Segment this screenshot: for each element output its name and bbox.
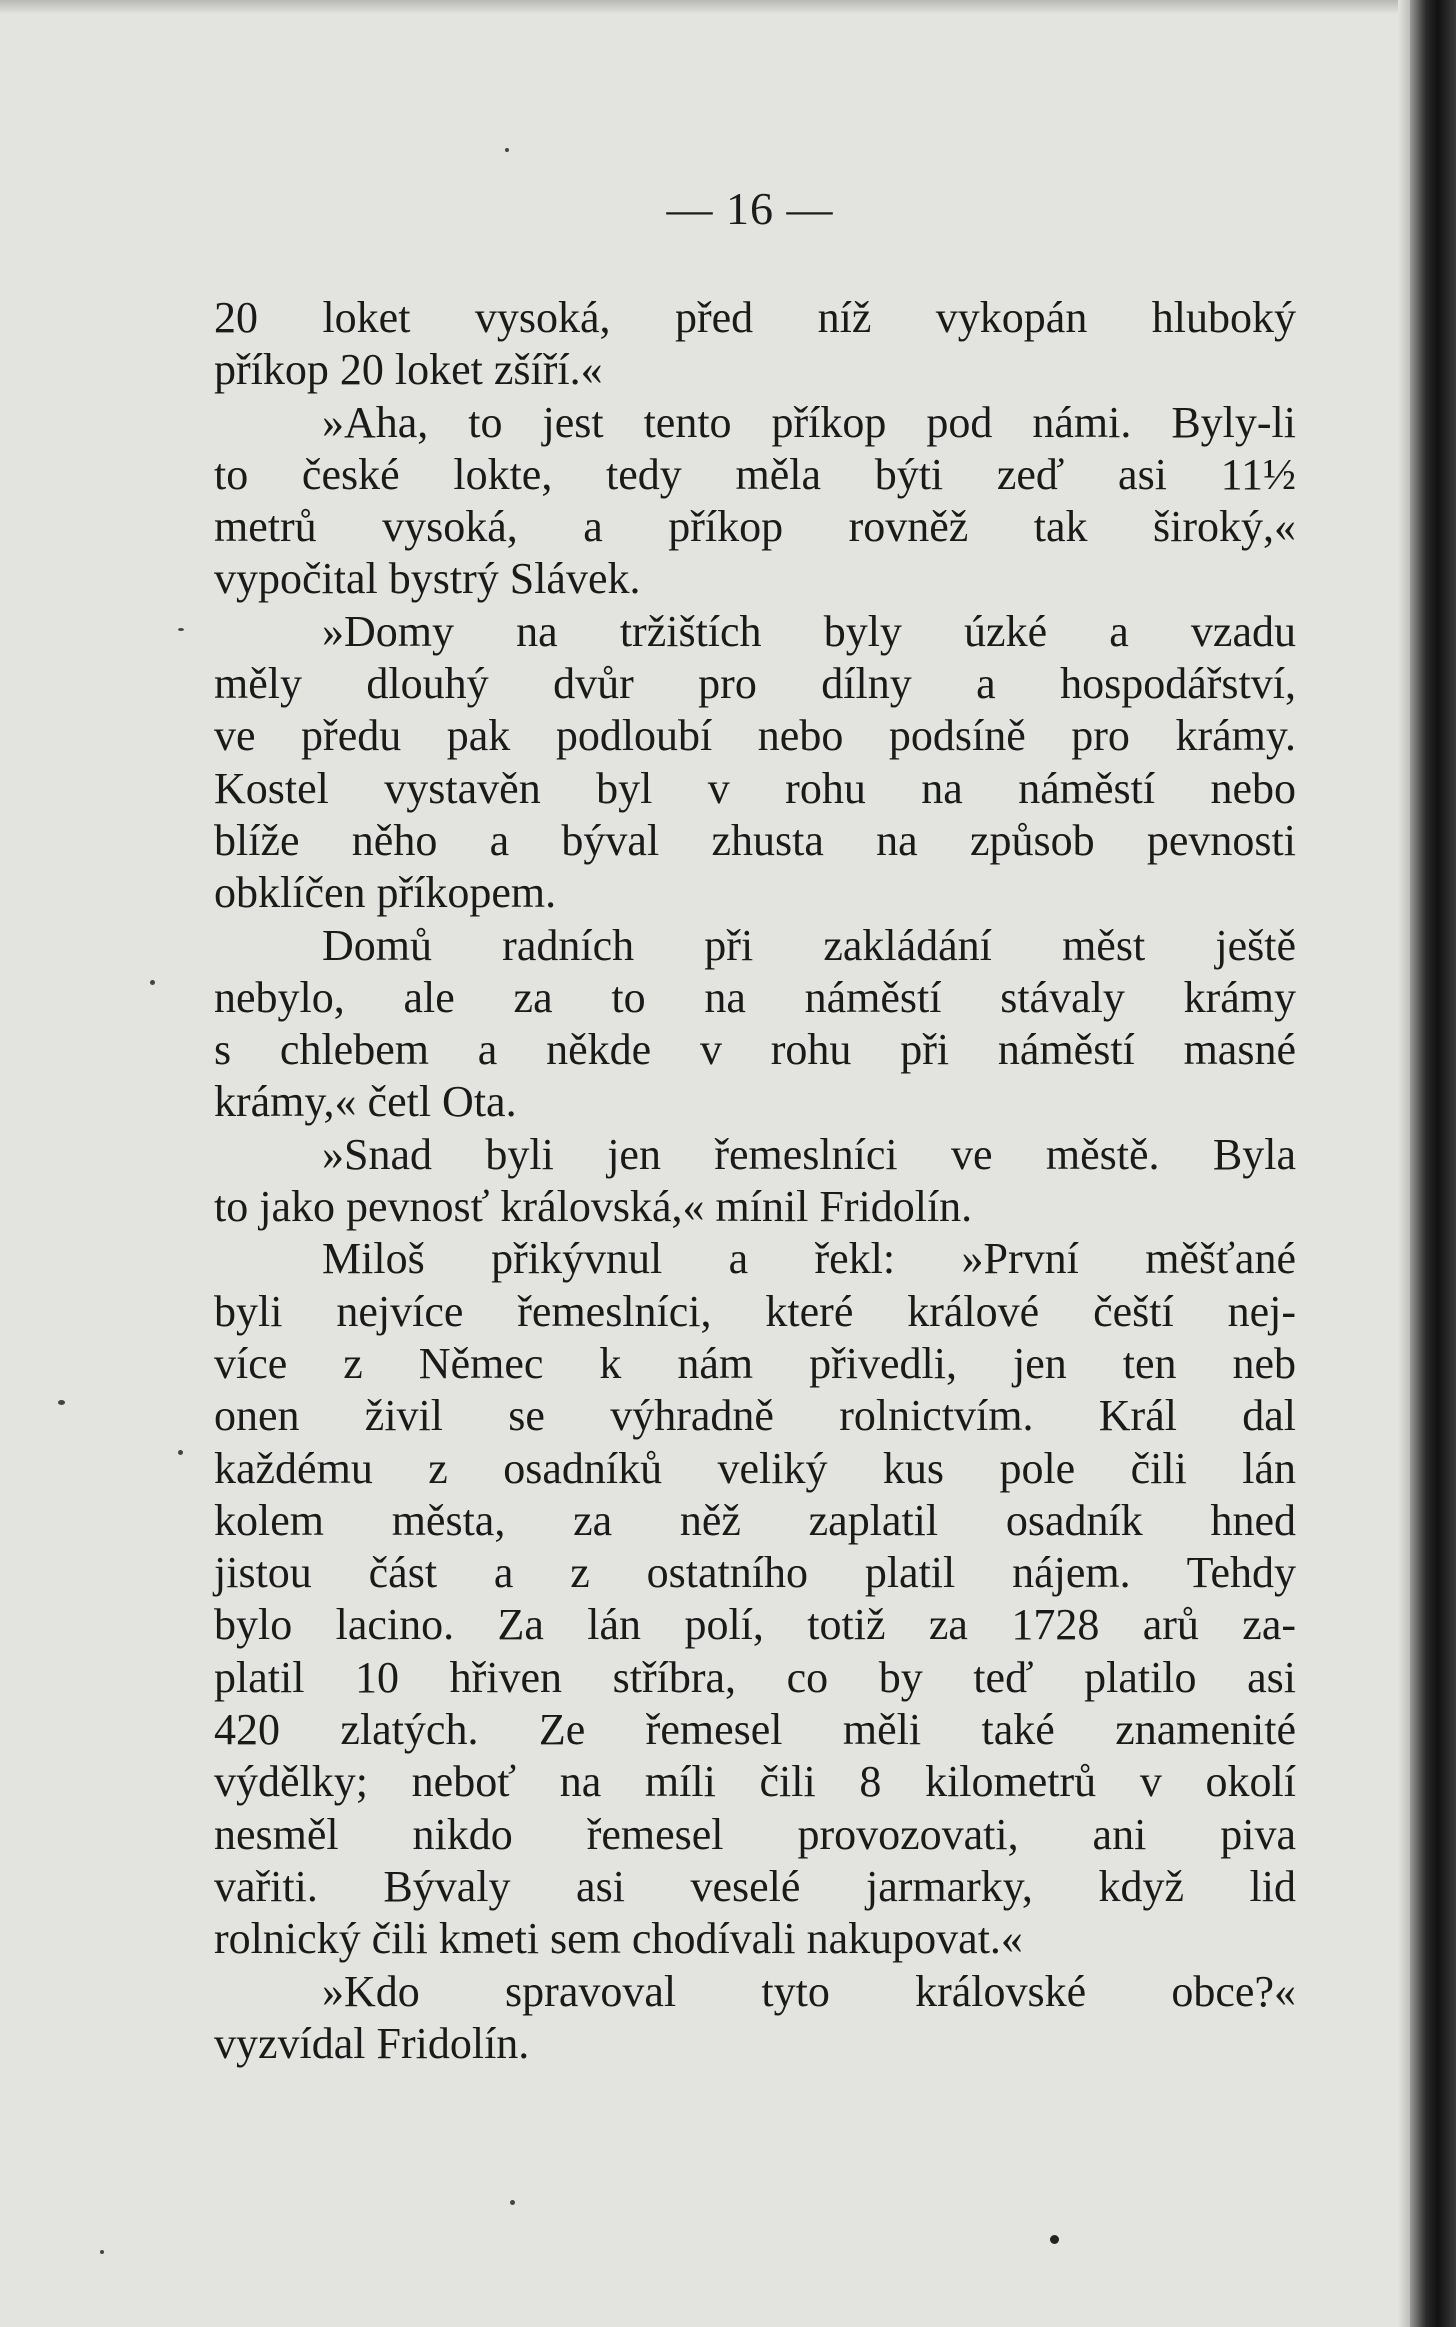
text-line: 20 loket vysoká, před níž vykopán hluboký — [214, 293, 1296, 342]
text-line: nebylo, ale za to na náměstí stávaly krámy — [214, 972, 1296, 1022]
text-line: »Kdo spravoval tyto královské obce?« — [322, 1966, 1296, 2016]
text-line: ve předu pak podloubí nebo podsíně pro krámy. — [214, 711, 1296, 761]
paper-speck — [58, 1400, 65, 1405]
paper-speck — [178, 628, 184, 631]
paper-speck — [150, 980, 155, 985]
text-line: to české lokte, tedy měla býti zeď asi 11½ — [214, 449, 1296, 499]
text-line: výdělky; neboť na míli čili 8 kilometrů v okolí — [214, 1757, 1296, 1807]
page-edge — [1398, 0, 1410, 2327]
paper-speck — [178, 1450, 183, 1455]
text-line: příkop 20 loket zšíří.« — [214, 345, 603, 395]
text-line: onen živil se výhradně rolnictvím. Král dal — [214, 1391, 1296, 1441]
paper-speck — [505, 148, 509, 152]
text-line: kolem města, za něž zaplatil osadník hned — [214, 1495, 1296, 1545]
paper-speck — [510, 2200, 515, 2205]
text-line: 420 zlatých. Ze řemesel měli také znamenité — [214, 1705, 1296, 1755]
paper-speck — [100, 2250, 104, 2254]
text-line: vařiti. Bývaly asi veselé jarmarky, když lid — [214, 1861, 1296, 1911]
text-line: s chlebem a někde v rohu při náměstí masné — [214, 1025, 1296, 1075]
paper-speck — [1050, 2235, 1059, 2244]
text-line: krámy,« četl Ota. — [214, 1077, 517, 1127]
text-line: Miloš přikývnul a řekl: »První měšťané — [322, 1234, 1296, 1284]
text-line: více z Němec k nám přivedli, jen ten neb — [214, 1338, 1296, 1388]
text-line: »Aha, to jest tento příkop pod námi. Byly-li — [322, 397, 1296, 447]
book-spine — [1410, 0, 1456, 2327]
text-line: »Domy na tržištích byly úzké a vzadu — [322, 606, 1296, 656]
text-line: Domů radních při zakládání měst ještě — [322, 920, 1296, 970]
body-text — [214, 292, 1296, 2070]
text-line: rolnický čili kmeti sem chodívali nakupovat.« — [214, 1914, 1023, 1964]
text-line: Kostel vystavěn byl v rohu na náměstí nebo — [214, 763, 1296, 813]
text-line: platil 10 hřiven stříbra, co by teď platilo asi — [214, 1652, 1296, 1702]
page-number: — 16 — — [666, 183, 834, 234]
text-line: to jako pevnosť královská,« mínil Fridolín. — [214, 1182, 973, 1232]
text-line: blíže něho a býval zhusta na způsob pevnosti — [214, 815, 1296, 865]
text-line: vyzvídal Fridolín. — [214, 2018, 530, 2068]
text-line: bylo lacino. Za lán polí, totiž za 1728 arů za- — [214, 1600, 1296, 1650]
text-line: »Snad byli jen řemeslníci ve městě. Byla — [322, 1129, 1296, 1179]
text-line: vypočital bystrý Slávek. — [214, 554, 641, 604]
text-line: byli nejvíce řemeslníci, které králové čeští nej- — [214, 1286, 1296, 1336]
top-shadow — [0, 0, 1456, 14]
text-line: metrů vysoká, a příkop rovněž tak široký,« — [214, 502, 1296, 552]
text-line: obklíčen příkopem. — [214, 868, 557, 918]
text-line: jistou část a z ostatního platil nájem. Tehdy — [214, 1548, 1296, 1598]
text-line: měly dlouhý dvůr pro dílny a hospodářství, — [214, 659, 1296, 709]
text-line: každému z osadníků veliký kus pole čili lán — [214, 1443, 1296, 1493]
text-line: nesměl nikdo řemesel provozovati, ani piva — [214, 1809, 1296, 1859]
